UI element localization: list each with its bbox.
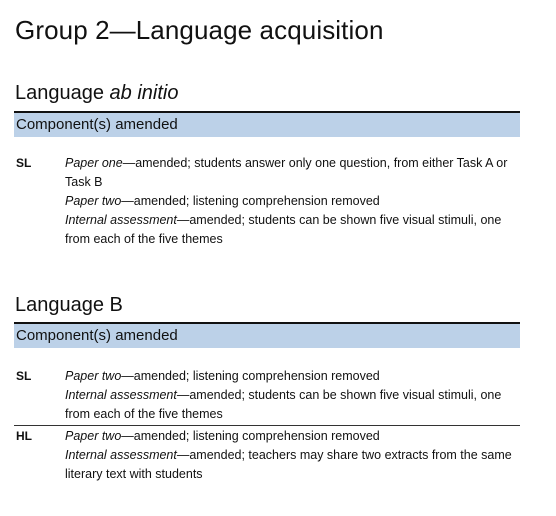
component-item — [65, 192, 525, 211]
component-item — [65, 427, 525, 446]
component-list — [65, 154, 525, 249]
section-title-prefix: Language — [15, 82, 110, 104]
component-item — [65, 446, 525, 484]
component-change: —amended; students answer only one question, from either Task A or Task B — [65, 156, 508, 189]
component-change: —amended; students can be shown five visual stimuli, one from each of the five themes — [65, 388, 502, 421]
components-amended-bar — [14, 324, 520, 348]
component-name: Paper two — [65, 369, 122, 383]
component-item — [65, 154, 525, 192]
component-change: —amended; listening comprehension removed — [121, 369, 380, 383]
section-title-italic: ab initio — [109, 82, 179, 104]
section-title-ab-initio — [15, 80, 178, 106]
component-name: Internal assessment — [65, 213, 177, 227]
section-title-language-b — [15, 292, 123, 318]
component-change: —amended; students can be shown five visual stimuli, one from each of the five themes — [65, 213, 502, 246]
page-title: Group 2—Language acquisition — [15, 15, 384, 45]
component-name: Internal assessment — [65, 388, 177, 402]
component-change: —amended; listening comprehension removed — [121, 194, 380, 208]
level-label: SL — [16, 156, 32, 170]
component-change: —amended; teachers may share two extracts from the same literary text with students — [65, 448, 512, 481]
section-title-prefix: Language B — [15, 294, 123, 316]
components-amended-label: Component(s) amended — [16, 116, 178, 133]
component-name: Paper two — [65, 194, 122, 208]
component-list — [65, 427, 525, 484]
component-name: Internal assessment — [65, 448, 177, 462]
component-item — [65, 211, 525, 249]
component-item — [65, 367, 525, 386]
row-divider — [14, 425, 520, 426]
component-list — [65, 367, 525, 424]
components-amended-bar — [14, 113, 520, 137]
component-name: Paper one — [65, 156, 123, 170]
component-name: Paper two — [65, 429, 122, 443]
component-change: —amended; listening comprehension removed — [121, 429, 380, 443]
component-item — [65, 386, 525, 424]
level-label: SL — [16, 369, 32, 383]
components-amended-label: Component(s) amended — [16, 327, 178, 344]
level-label: HL — [16, 429, 32, 443]
